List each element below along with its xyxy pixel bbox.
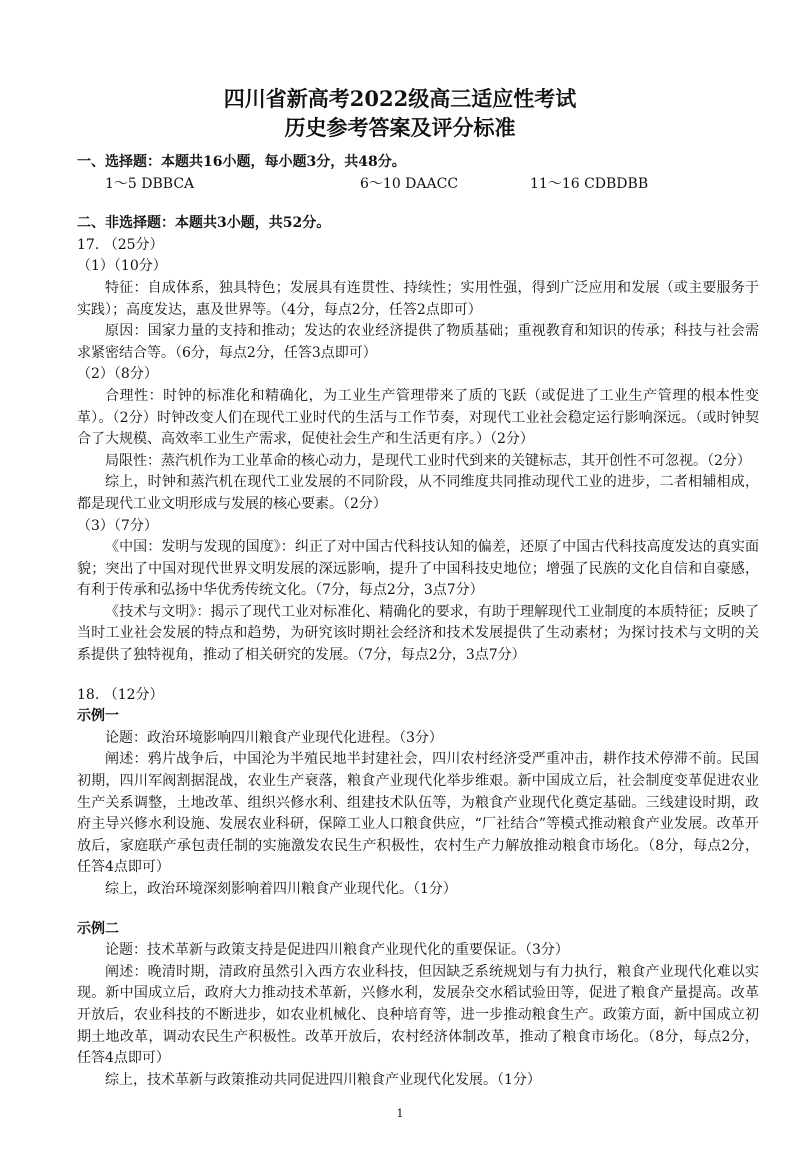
q17-label: 17. （25分） [77, 236, 164, 253]
section1-heading: 一、选择题：本题共16小题，每小题3分，共48分。 [77, 154, 406, 170]
paragraph: 局限性：蒸汽机作为工业革命的核心动力，是现代工业时代到来的关键标志，其开创性不可忽视。（2分） [105, 452, 751, 469]
page-number: 1 [396, 1107, 404, 1121]
paragraph: 《技术与文明》：揭示了现代工业对标准化、精确化的要求，有助于理解现代工业制度的本质特征；反映了当时工业社会发展的特点和趋势，为研究该时期社会经济和技术发展提供了生动素材；为探讨技术与文明的关系提供了独特视角，推动了相关研究的发展。（7分，每点2分，3点7分） [77, 603, 759, 664]
paragraph: 《中国：发明与发现的国度》：纠正了对中国古代科技认知的偏差，还原了中国古代科技高度发达的真实面貌；突出了中国对现代世界文明发展的深远影响，提升了中国科技史地位；增强了民族的文化自信和自豪感，有利于传承和弘扬中华优秀传统文化。（7分，每点2分，3点7分） [77, 539, 759, 599]
paragraph: 综上，时钟和蒸汽机在现代工业发展的不同阶段，从不同维度共同推动现代工业的进步，二者相辅相成，都是现代工业文明形成与发展的核心要素。（2分） [77, 474, 759, 512]
q17-part2-label: （2）（8分） [77, 366, 158, 383]
paragraph: 阐述：晚清时期，清政府虽然引入西方农业科技，但因缺乏系统规划与有力执行，粮食产业现代化难以实现。新中国成立后，政府大力推动技术革新，兴修水利，发展杂交水稻试验田等，促进了粮食产量提高。改革开放后，农业科技的不断进步，如农业机械化、良种培育等，进一步推动粮食生产。政策方面，新中国成立初期土地改革，调动农民生产积极性。改革开放后，农村经济体制改革，推动了粮食市场化。（8分，每点2分，任答4点即可） [77, 963, 759, 1067]
document-title: 四川省新高考2022级高三适应性考试 [223, 86, 577, 111]
section2-heading: 二、非选择题：本题共3小题，共52分。 [77, 215, 331, 232]
q17-part1-label: （1）（10分） [77, 258, 167, 275]
answers-6-10: 6～10 DAACC [360, 175, 459, 192]
choice-answers [77, 174, 759, 196]
example1-label: 示例一 [77, 708, 119, 725]
answers-1-5: 1～5 DBBCA [105, 175, 195, 192]
paragraph: 特征：自成体系，独具特色；发展具有连贯性、持续性；实用性强，得到广泛应用和发展（或主要服务于实践）；高度发达，惠及世界等。（4分，每点2分，任答2点即可） [77, 279, 759, 318]
paragraph: 合理性：时钟的标准化和精确化，为工业生产管理带来了质的飞跃（或促进了工业生产管理的根本性变革）。（2分）时钟改变人们在现代工业时代的生活与工作节奏，对现代工业社会稳定运行影响深远。（或时钟契合了大规模、高效率工业生产需求，促使社会生产和生活更有序。）（2分） [77, 387, 759, 448]
example2-label: 示例二 [77, 920, 119, 937]
paragraph: 阐述：鸦片战争后，中国沦为半殖民地半封建社会，四川农村经济受严重冲击，耕作技术停滞不前。民国初期，四川军阀割据混战，农业生产衰落，粮食产业现代化举步维艰。新中国成立后，社会制度变革促进农业生产关系调整，土地改革、组织兴修水利、组建技术队伍等，为粮食产业现代化奠定基础。三线建设时期，政府主导兴修水利设施、发展农业科研，保障工业人口粮食供应，“厂社结合”等模式推动粮食产业发展。改革开放后，家庭联产承包责任制的实施激发农民生产积极性，农村生产力解放推动粮食市场化。（8分，每点2分，任答4点即可） [77, 751, 759, 876]
paragraph: 论题：政治环境影响四川粮食产业现代化进程。（3分） [105, 729, 443, 746]
paragraph: 综上，技术革新与政策推动共同促进四川粮食产业现代化发展。（1分） [105, 1071, 541, 1088]
paragraph: 综上，政治环境深刻影响着四川粮食产业现代化。（1分） [105, 881, 457, 897]
q18-label: 18. （12分） [77, 686, 164, 703]
answers-11-16: 11～16 CDBDBB [530, 175, 649, 192]
q17-part3-label: （3）（7分） [77, 517, 158, 534]
paragraph: 论题：技术革新与政策支持是促进四川粮食产业现代化的重要保证。（3分） [105, 942, 569, 959]
document-body [77, 152, 759, 1091]
paragraph: 原因：国家力量的支持和推动；发达的农业经济提供了物质基础；重视教育和知识的传承；科技与社会需求紧密结合等。（6分，每点2分，任答3点即可） [77, 323, 759, 361]
document-subtitle: 历史参考答案及评分标准 [284, 115, 516, 140]
